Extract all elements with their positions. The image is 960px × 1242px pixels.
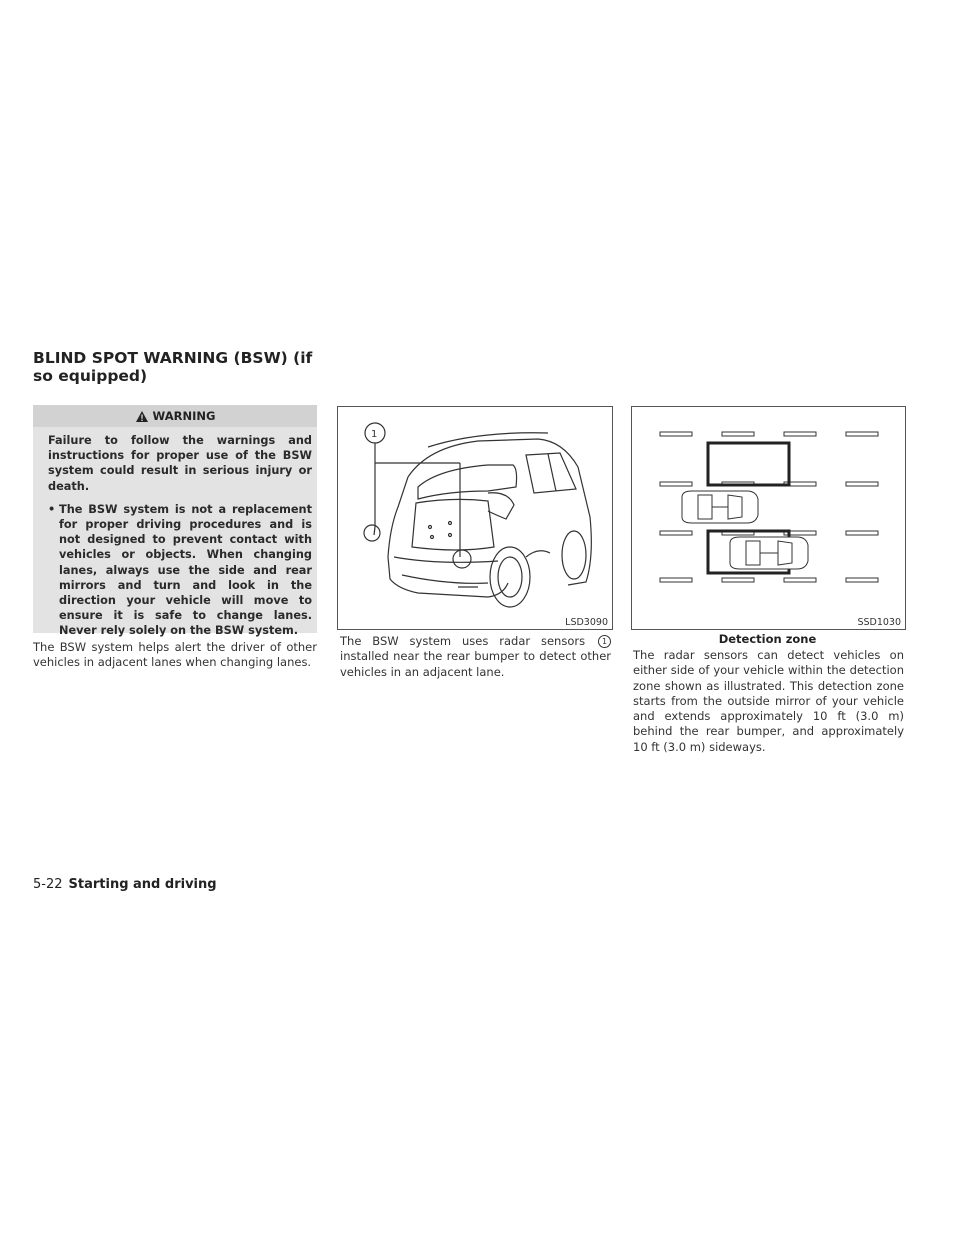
warning-bullet-text: The BSW system is not a replacement for proper driving procedures and is not designed to prevent contact with vehicles or objects. When changing lanes, always use the side and rear mirrors and turn and look in the direction your vehicle will move to ensure it is safe to change lanes. Never rely solely on the BSW system. [59, 502, 312, 638]
sensor-marker: 1 [598, 635, 611, 648]
bullet-marker: • [48, 502, 56, 516]
figure-rear-sensor [337, 406, 613, 630]
detection-zone-left [708, 443, 789, 485]
warning-intro: Failure to follow the warnings and instructions for proper use of the BSW system could result in serious injury or death. [48, 434, 312, 493]
warning-box [33, 405, 317, 638]
col2-paragraph [340, 634, 611, 680]
figure1-callout: 1 [371, 429, 378, 440]
warning-triangle-icon [135, 410, 149, 423]
warning-label: WARNING [152, 409, 216, 423]
col2-text-before: The BSW system uses radar sensors [340, 634, 586, 648]
suv-rear-illustration [338, 407, 612, 629]
col2-text-after: installed near the rear bumper to detect other vehicles in an adjacent lane. [340, 649, 611, 679]
chapter-title: Starting and driving [68, 877, 217, 892]
figure2-code: SSD1030 [857, 617, 901, 628]
page-number: 5-22 [33, 877, 63, 892]
page-footer [33, 877, 217, 892]
warning-header [33, 405, 317, 427]
figure2-caption: Detection zone [718, 632, 817, 646]
warning-bullet [48, 502, 312, 639]
adjacent-vehicle [682, 491, 758, 523]
detection-zone-diagram [632, 407, 905, 629]
warning-body [33, 427, 317, 639]
section-title: BLIND SPOT WARNING (BSW) (if so equipped) [33, 349, 313, 385]
col1-paragraph: The BSW system helps alert the driver of other vehicles in adjacent lanes when changing lanes. [33, 640, 317, 670]
own-vehicle [730, 537, 808, 569]
col3-paragraph: The radar sensors can detect vehicles on either side of your vehicle within the detection zone shown as illustrated. This detection zone starts from the outside mirror of your vehicle and extends approximately 10 ft (3.0 m) behind the rear bumper, and approximately 10 ft (3.0 m) sideways. [633, 648, 904, 754]
figure-detection-zone [631, 406, 906, 630]
figure1-code: LSD3090 [565, 617, 608, 628]
